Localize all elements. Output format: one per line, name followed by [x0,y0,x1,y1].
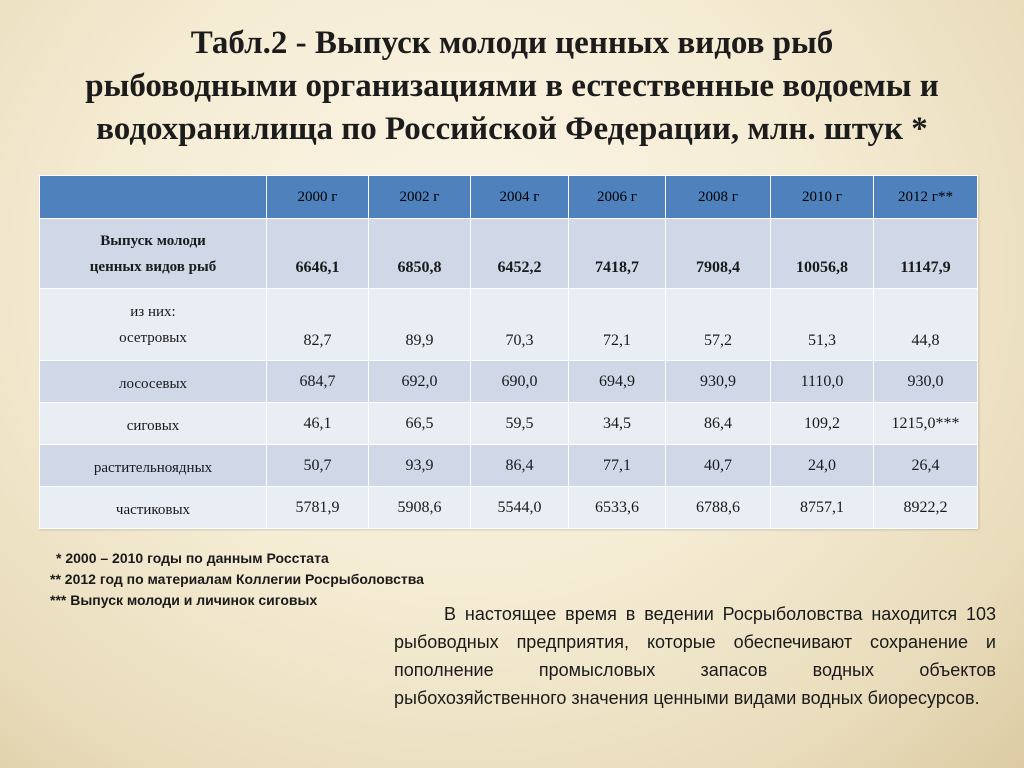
table-row [40,403,978,445]
header-cell: 2002 г [369,176,471,219]
footnote: * 2000 – 2010 годы по данным Росстата [56,550,329,566]
table-cell: 6850,8 [369,219,471,289]
table-cell: 70,3 [471,289,569,361]
table-header-row [40,176,978,219]
table-cell: 93,9 [369,445,471,487]
table-cell: 24,0 [771,445,874,487]
table-cell: 26,4 [874,445,978,487]
table-cell: 6788,6 [666,487,771,529]
footnote: *** Выпуск молоди и личинок сиговых [50,592,318,608]
row-label: лососевых [40,361,267,403]
table-cell: 8922,2 [874,487,978,529]
table-cell: 5544,0 [471,487,569,529]
table-cell: 6646,1 [267,219,369,289]
table-cell: 82,7 [267,289,369,361]
table-cell: 57,2 [666,289,771,361]
table-row [40,289,978,361]
table-cell: 72,1 [569,289,666,361]
row-label [40,289,267,361]
header-cell: 2008 г [666,176,771,219]
table-cell: 684,7 [267,361,369,403]
table-cell: 51,3 [771,289,874,361]
row-label-line: осетровых [119,329,187,346]
header-cell: 2000 г [267,176,369,219]
table-cell: 77,1 [569,445,666,487]
table-cell: 86,4 [471,445,569,487]
row-label: частиковых [40,487,267,529]
header-cell: 2006 г [569,176,666,219]
table-cell: 694,9 [569,361,666,403]
fish-release-table [39,175,978,529]
table-cell: 86,4 [666,403,771,445]
table-cell: 66,5 [369,403,471,445]
table-cell: 6533,6 [569,487,666,529]
table-cell: 690,0 [471,361,569,403]
table-cell: 6452,2 [471,219,569,289]
table-cell: 89,9 [369,289,471,361]
table-cell: 7908,4 [666,219,771,289]
footnote: ** 2012 год по материалам Коллегии Росрыболовства [50,571,424,587]
table-row [40,445,978,487]
row-label-line: из них: [130,303,176,320]
table-cell: 59,5 [471,403,569,445]
table-cell: 40,7 [666,445,771,487]
header-cell: 2004 г [471,176,569,219]
header-cell [40,176,267,219]
title-line-1: Табл.2 - Выпуск молоди ценных видов рыб [190,25,834,61]
table-cell: 8757,1 [771,487,874,529]
table-cell: 1215,0*** [874,403,978,445]
table-cell: 5908,6 [369,487,471,529]
table-cell: 44,8 [874,289,978,361]
header-cell: 2012 г** [874,176,978,219]
table-cell: 50,7 [267,445,369,487]
table-cell: 10056,8 [771,219,874,289]
header-cell: 2010 г [771,176,874,219]
table-cell: 34,5 [569,403,666,445]
footnotes [50,548,424,611]
table-cell: 1110,0 [771,361,874,403]
page-title [40,22,984,151]
row-label-line: Выпуск молоди [100,232,206,249]
table-cell: 11147,9 [874,219,978,289]
row-label: растительноядных [40,445,267,487]
row-label-line: ценных видов рыб [89,258,217,275]
table-cell: 7418,7 [569,219,666,289]
title-line-3: водохранилища по Российской Федерации, млн. штук * [96,111,928,147]
row-label: сиговых [40,403,267,445]
table-row [40,361,978,403]
table-row [40,487,978,529]
table-cell: 930,0 [874,361,978,403]
table-cell: 5781,9 [267,487,369,529]
title-line-2: рыбоводными организациями в естественные водоемы и [85,68,939,104]
row-label [40,219,267,289]
table-row [40,219,978,289]
table-cell: 46,1 [267,403,369,445]
info-paragraph: В настоящее время в ведении Росрыболовства находится 103 рыбоводных предприятия, которые обеспечивают сохранение и пополнение промысловых запасов водных объектов рыбохозяйственного значения ценными видами водных биоресурсов. [394,604,996,708]
table-cell: 109,2 [771,403,874,445]
table-cell: 692,0 [369,361,471,403]
table-cell: 930,9 [666,361,771,403]
